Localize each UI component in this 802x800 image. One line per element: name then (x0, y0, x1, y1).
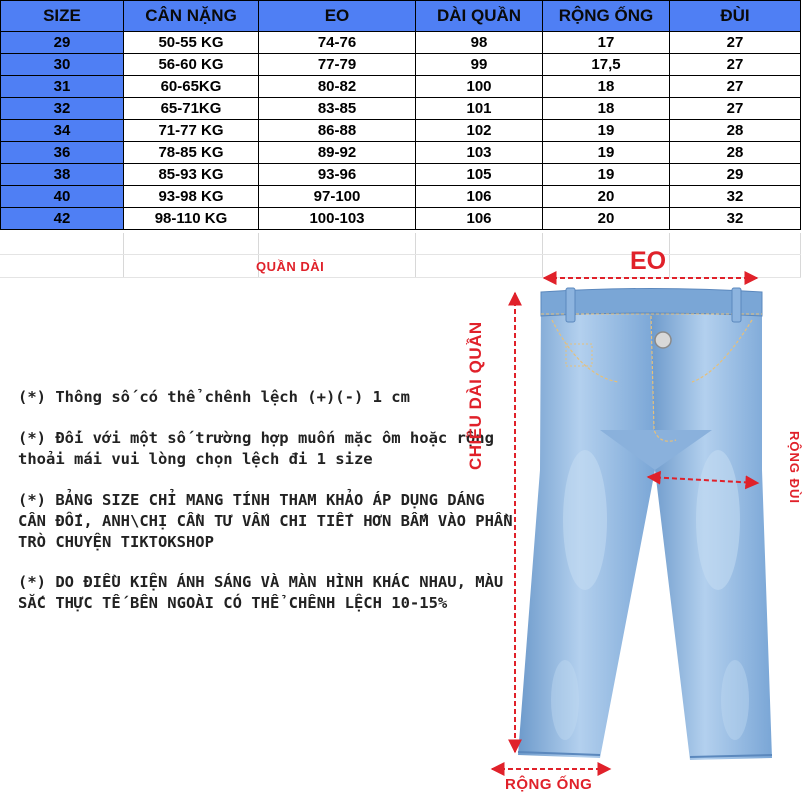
waist-cell: 97-100 (259, 186, 416, 208)
size-cell: 30 (1, 54, 124, 76)
belt-loop (566, 288, 575, 322)
hem-cell: 20 (543, 186, 670, 208)
size-cell: 31 (1, 76, 124, 98)
belt-loop (732, 288, 741, 322)
weight-cell: 78-85 KG (124, 142, 259, 164)
length-cell: 106 (416, 186, 543, 208)
size-cell: 38 (1, 164, 124, 186)
hem-cell: 19 (543, 120, 670, 142)
size-cell: 36 (1, 142, 124, 164)
pants-type-label: QUẦN DÀI (256, 259, 325, 274)
jeans-button (655, 332, 671, 348)
waist-cell: 93-96 (259, 164, 416, 186)
size-cell: 42 (1, 208, 124, 230)
hem-cell: 20 (543, 208, 670, 230)
waist-cell: 74-76 (259, 32, 416, 54)
thigh-cell: 29 (670, 164, 801, 186)
thigh-cell: 27 (670, 54, 801, 76)
thigh-cell: 28 (670, 120, 801, 142)
hem-cell: 18 (543, 98, 670, 120)
waist-cell: 89-92 (259, 142, 416, 164)
length-cell: 101 (416, 98, 543, 120)
thigh-cell: 32 (670, 208, 801, 230)
note-tolerance: (*) Thông số có thể chênh lệch (+)(-) 1 cm (18, 388, 410, 406)
jeans-illustration (518, 288, 772, 760)
waist-cell: 80-82 (259, 76, 416, 98)
weight-cell: 56-60 KG (124, 54, 259, 76)
header-hem-width: RỘNG ỐNG (543, 1, 670, 32)
thigh-cell: 28 (670, 142, 801, 164)
thigh-cell: 27 (670, 32, 801, 54)
thigh-cell: 27 (670, 76, 801, 98)
hem-cell: 19 (543, 164, 670, 186)
length-cell: 106 (416, 208, 543, 230)
weight-cell: 85-93 KG (124, 164, 259, 186)
hem-cell: 17,5 (543, 54, 670, 76)
header-waist: EO (259, 1, 416, 32)
waist-cell: 77-79 (259, 54, 416, 76)
size-cell: 29 (1, 32, 124, 54)
weight-cell: 98-110 KG (124, 208, 259, 230)
waist-cell: 100-103 (259, 208, 416, 230)
thigh-width-label: RỘNG ĐÙI (787, 431, 802, 504)
weight-cell: 93-98 KG (124, 186, 259, 208)
weight-cell: 50-55 KG (124, 32, 259, 54)
waist-cell: 86-88 (259, 120, 416, 142)
size-cell: 32 (1, 98, 124, 120)
waist-cell: 83-85 (259, 98, 416, 120)
length-label: CHIỀU DÀI QUẦN (466, 321, 485, 470)
length-cell: 99 (416, 54, 543, 76)
note-fit-choice: (*) Đối với một số trường hợp muốn mặc ôm hoặc rộng thoải mái vui lòng chọn lệch đi 1 size (18, 429, 494, 468)
length-cell: 105 (416, 164, 543, 186)
weight-cell: 60-65KG (124, 76, 259, 98)
length-cell: 100 (416, 76, 543, 98)
header-length: DÀI QUẦN (416, 1, 543, 32)
note-reference-only: (*) BẢNG SIZE CHỈ MANG TÍNH THAM KHẢO ÁP DỤNG DÁNG CÂN ĐỐI, ANH\CHỊ CẦN TƯ VẤN CHI TIẾT HƠN BẤM VÀO PHẦN TRÒ CHUYỆN TIKTOKSHOP (18, 491, 513, 551)
weight-cell: 71-77 KG (124, 120, 259, 142)
header-weight: CÂN NẶNG (124, 1, 259, 32)
length-cell: 98 (416, 32, 543, 54)
hem-cell: 17 (543, 32, 670, 54)
header-thigh: ĐÙI (670, 1, 801, 32)
header-size: SIZE (1, 1, 124, 32)
hem-width-label: RỘNG ỐNG (505, 776, 593, 793)
size-cell: 34 (1, 120, 124, 142)
hem-cell: 18 (543, 76, 670, 98)
thigh-cell: 27 (670, 98, 801, 120)
length-cell: 103 (416, 142, 543, 164)
length-cell: 102 (416, 120, 543, 142)
waist-label: EO (630, 247, 667, 275)
thigh-cell: 32 (670, 186, 801, 208)
note-color-variance: (*) DO ĐIỀU KIỆN ÁNH SÁNG VÀ MÀN HÌNH KHÁC NHAU, MÀU SẮC THỰC TẾ BÊN NGOÀI CÓ THỂ CHÊNH LỆCH 10-15% (18, 573, 504, 612)
size-cell: 40 (1, 186, 124, 208)
hem-cell: 19 (543, 142, 670, 164)
weight-cell: 65-71KG (124, 98, 259, 120)
